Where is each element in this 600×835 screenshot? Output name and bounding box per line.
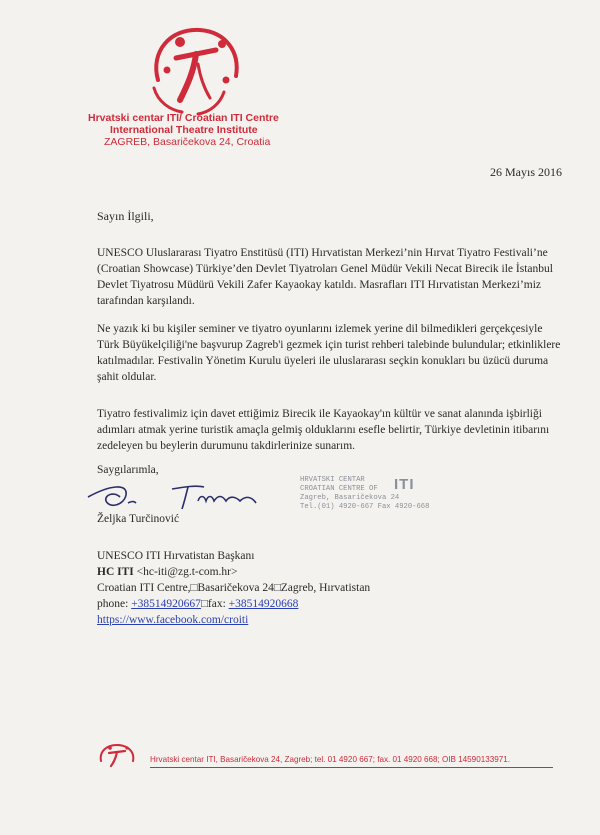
stamp-logo: ITI (394, 476, 415, 493)
facebook-link[interactable]: https://www.facebook.com/croiti (97, 614, 249, 626)
org-name: HC ITI (97, 566, 134, 578)
signer-title: UNESCO ITI Hırvatistan Başkanı (97, 550, 255, 562)
signature-block (97, 548, 370, 628)
letter-paragraph: UNESCO Uluslararası Tiyatro Enstitüsü (ITI) Hırvatistan Merkezi’nin Hırvat Tiyatro Festivali’ne (Croatian Showcase) Türkiye’den Devlet Tiyatroları Genel Müdür Vekili Necat Birecik ile İstanbul Devlet Tiyatrosu Müdürü Vekili Zafer Kayaokay katıldı. Masrafları ITI Hırvatistan Merkezi’miz tarafından karşılandı. (97, 247, 553, 307)
stamp-line: Zagreb, Basaričekova 24 (300, 494, 400, 502)
handwritten-signature (80, 475, 280, 515)
fax-link[interactable]: +38514920668 (228, 598, 299, 610)
email-address[interactable]: <hc-iti@zg.t-com.hr> (133, 566, 238, 578)
org-email-row (97, 564, 370, 580)
stamp-line: CROATIAN CENTRE OF (300, 485, 378, 493)
letter-greeting: Sayın İlgili, (97, 209, 154, 223)
iti-footer-logo-icon (95, 741, 139, 769)
letterhead-org-name: Hrvatski centar ITI/ Croatian ITI Centre (88, 112, 279, 124)
signer-name: Željka Turčinović (97, 513, 180, 525)
iti-logo-icon (140, 18, 250, 118)
footer-contact-line: Hrvatski centar ITI, Basaričekova 24, Zagreb; tel. 01 4920 667; fax. 01 4920 668; OIB 14590133971. (150, 755, 510, 764)
stamp-line: HRVATSKI CENTAR (300, 476, 365, 484)
letter-paragraph: Tiyatro festivalimiz için davet ettiğimiz Birecik ile Kayaokay'ın kültür ve sanat alanında işbirliği adımları atmak yerine turistik amaçla gelmiş olduklarını esefle belirtir, Türkiye devletinin itibarını zedeleyen bu beylerin durumunu takdirlerinize sunarım. (97, 408, 550, 452)
fax-label: □fax: (200, 598, 229, 610)
letter-paragraph: Ne yazık ki bu kişiler seminer ve tiyatro oyunlarını izlemek yerine dil bilmedikleri gerçekçesiyle Türk Büyükelçiliği'ne başvurup Zagreb'i gezmek için turist rehberi talebinde bulundular; etkinliklere katılmadılar. Festivalin Yönetim Kurulu üyeleri ile uluslararası seçkin konukları bu üzücü duruma şahit oldular. (97, 323, 561, 383)
postal-address: Croatian ITI Centre,□Basaričekova 24□Zagreb, Hırvatistan (97, 582, 371, 594)
letterhead-institute: International Theatre Institute (110, 124, 258, 136)
stamp-line: Tel.(01) 4920-667 Fax 4920-668 (300, 503, 430, 511)
contact-row (97, 596, 370, 612)
letterhead-address: ZAGREB, Basaričekova 24, Croatia (104, 136, 271, 148)
phone-link[interactable]: +38514920667 (131, 598, 201, 610)
footer-divider (150, 767, 553, 768)
official-stamp (300, 476, 450, 532)
letter-closing: Saygılarımla, (97, 464, 159, 476)
phone-label: phone: (97, 598, 132, 610)
letter-date: 26 Mayıs 2016 (490, 165, 562, 179)
